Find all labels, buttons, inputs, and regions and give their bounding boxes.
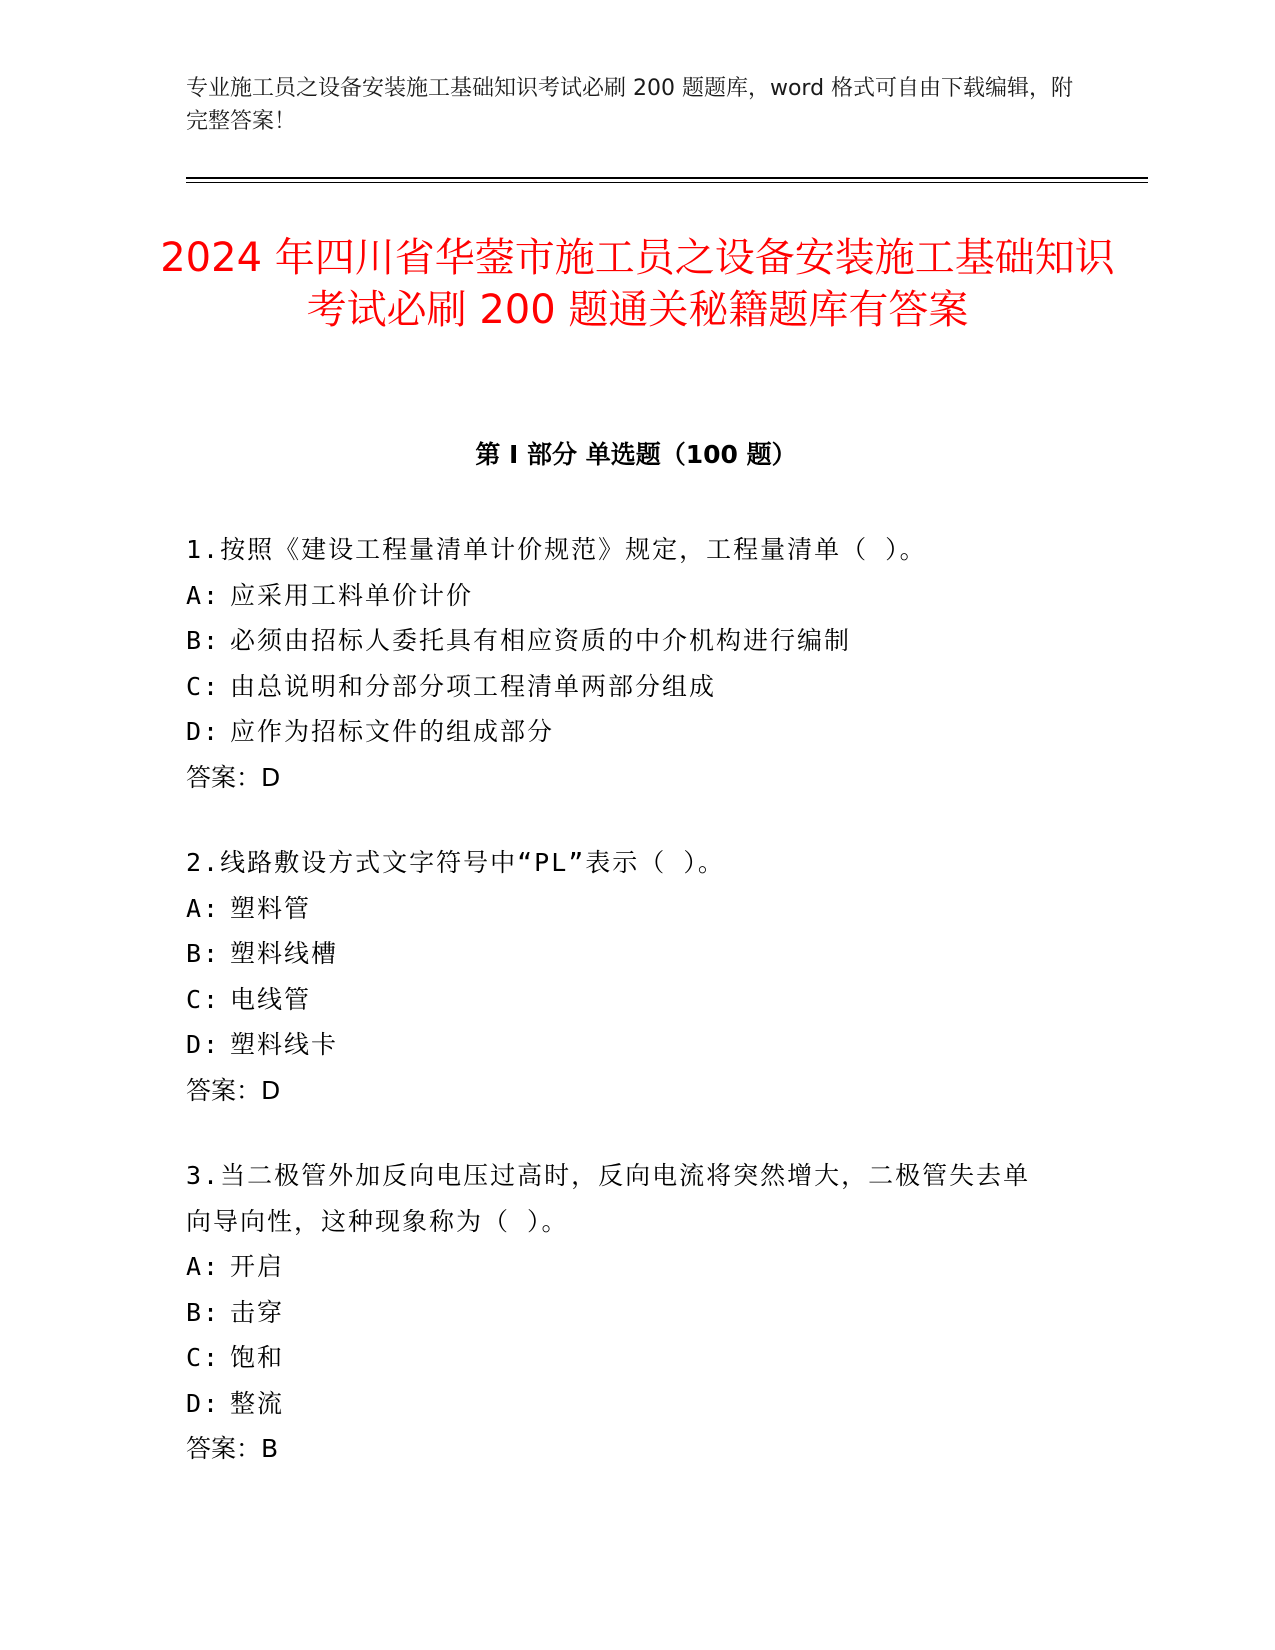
option-text: 开启 [230,1252,285,1281]
option-key: C: [186,984,221,1014]
option-key: B: [186,939,221,968]
option-b [186,618,1086,664]
question-1 [186,527,1086,800]
option-b [186,1290,1086,1336]
question-stem: 3.当二极管外加反向电压过高时，反向电流将突然增大，二极管失去单向导向性，这种现象称为（ ）。 [186,1161,1031,1236]
question-stem: 2.线路敷设方式文字符号中“PL”表示（ ）。 [186,848,725,877]
option-text: 电线管 [230,984,312,1014]
answer: 答案：D [186,762,281,792]
option-text: 塑料管 [230,893,312,923]
option-key: D: [186,1030,221,1059]
option-a [186,573,1086,619]
question-list [186,527,1086,1512]
option-key: D: [186,717,221,746]
option-text: 塑料线槽 [230,939,339,968]
option-d [186,709,1086,755]
answer: 答案：D [186,1075,281,1105]
section-heading: 第 I 部分 单选题（100 题） [475,440,797,469]
option-d [186,1022,1086,1068]
question-3 [186,1153,1086,1472]
option-text: 应作为招标文件的组成部分 [230,717,555,746]
answer: 答案：B [186,1434,279,1463]
option-text: 饱和 [230,1343,285,1372]
option-key: A: [186,580,221,610]
option-key: C: [186,1343,221,1372]
option-key: B: [186,1297,221,1327]
header-divider-thin [186,182,1148,183]
question-2 [186,840,1086,1113]
option-a [186,886,1086,932]
option-d [186,1381,1086,1427]
option-text: 必须由招标人委托具有相应资质的中介机构进行编制 [230,626,852,655]
option-c [186,664,1086,710]
option-text: 由总说明和分部分项工程清单两部分组成 [230,671,717,701]
option-key: C: [186,671,221,701]
option-key: B: [186,626,221,655]
option-text: 应采用工料单价计价 [230,580,474,610]
option-a [186,1244,1086,1290]
option-c [186,977,1086,1023]
question-stem: 1.按照《建设工程量清单计价规范》规定，工程量清单（ ）。 [186,535,927,564]
header-note: 专业施工员之设备安装施工基础知识考试必刷 200 题题库，word 格式可自由下载编辑，附完整答案！ [186,76,1074,134]
option-key: D: [186,1388,221,1418]
document-title: 2024 年四川省华蓥市施工员之设备安装施工基础知识考试必刷 200 题通关秘籍题库有答案 [160,235,1115,333]
option-c [186,1335,1086,1381]
option-text: 塑料线卡 [230,1030,339,1059]
option-text: 整流 [230,1388,285,1418]
option-text: 击穿 [230,1297,285,1327]
header-divider [186,177,1148,179]
option-key: A: [186,893,221,923]
option-b [186,931,1086,977]
option-key: A: [186,1252,221,1281]
